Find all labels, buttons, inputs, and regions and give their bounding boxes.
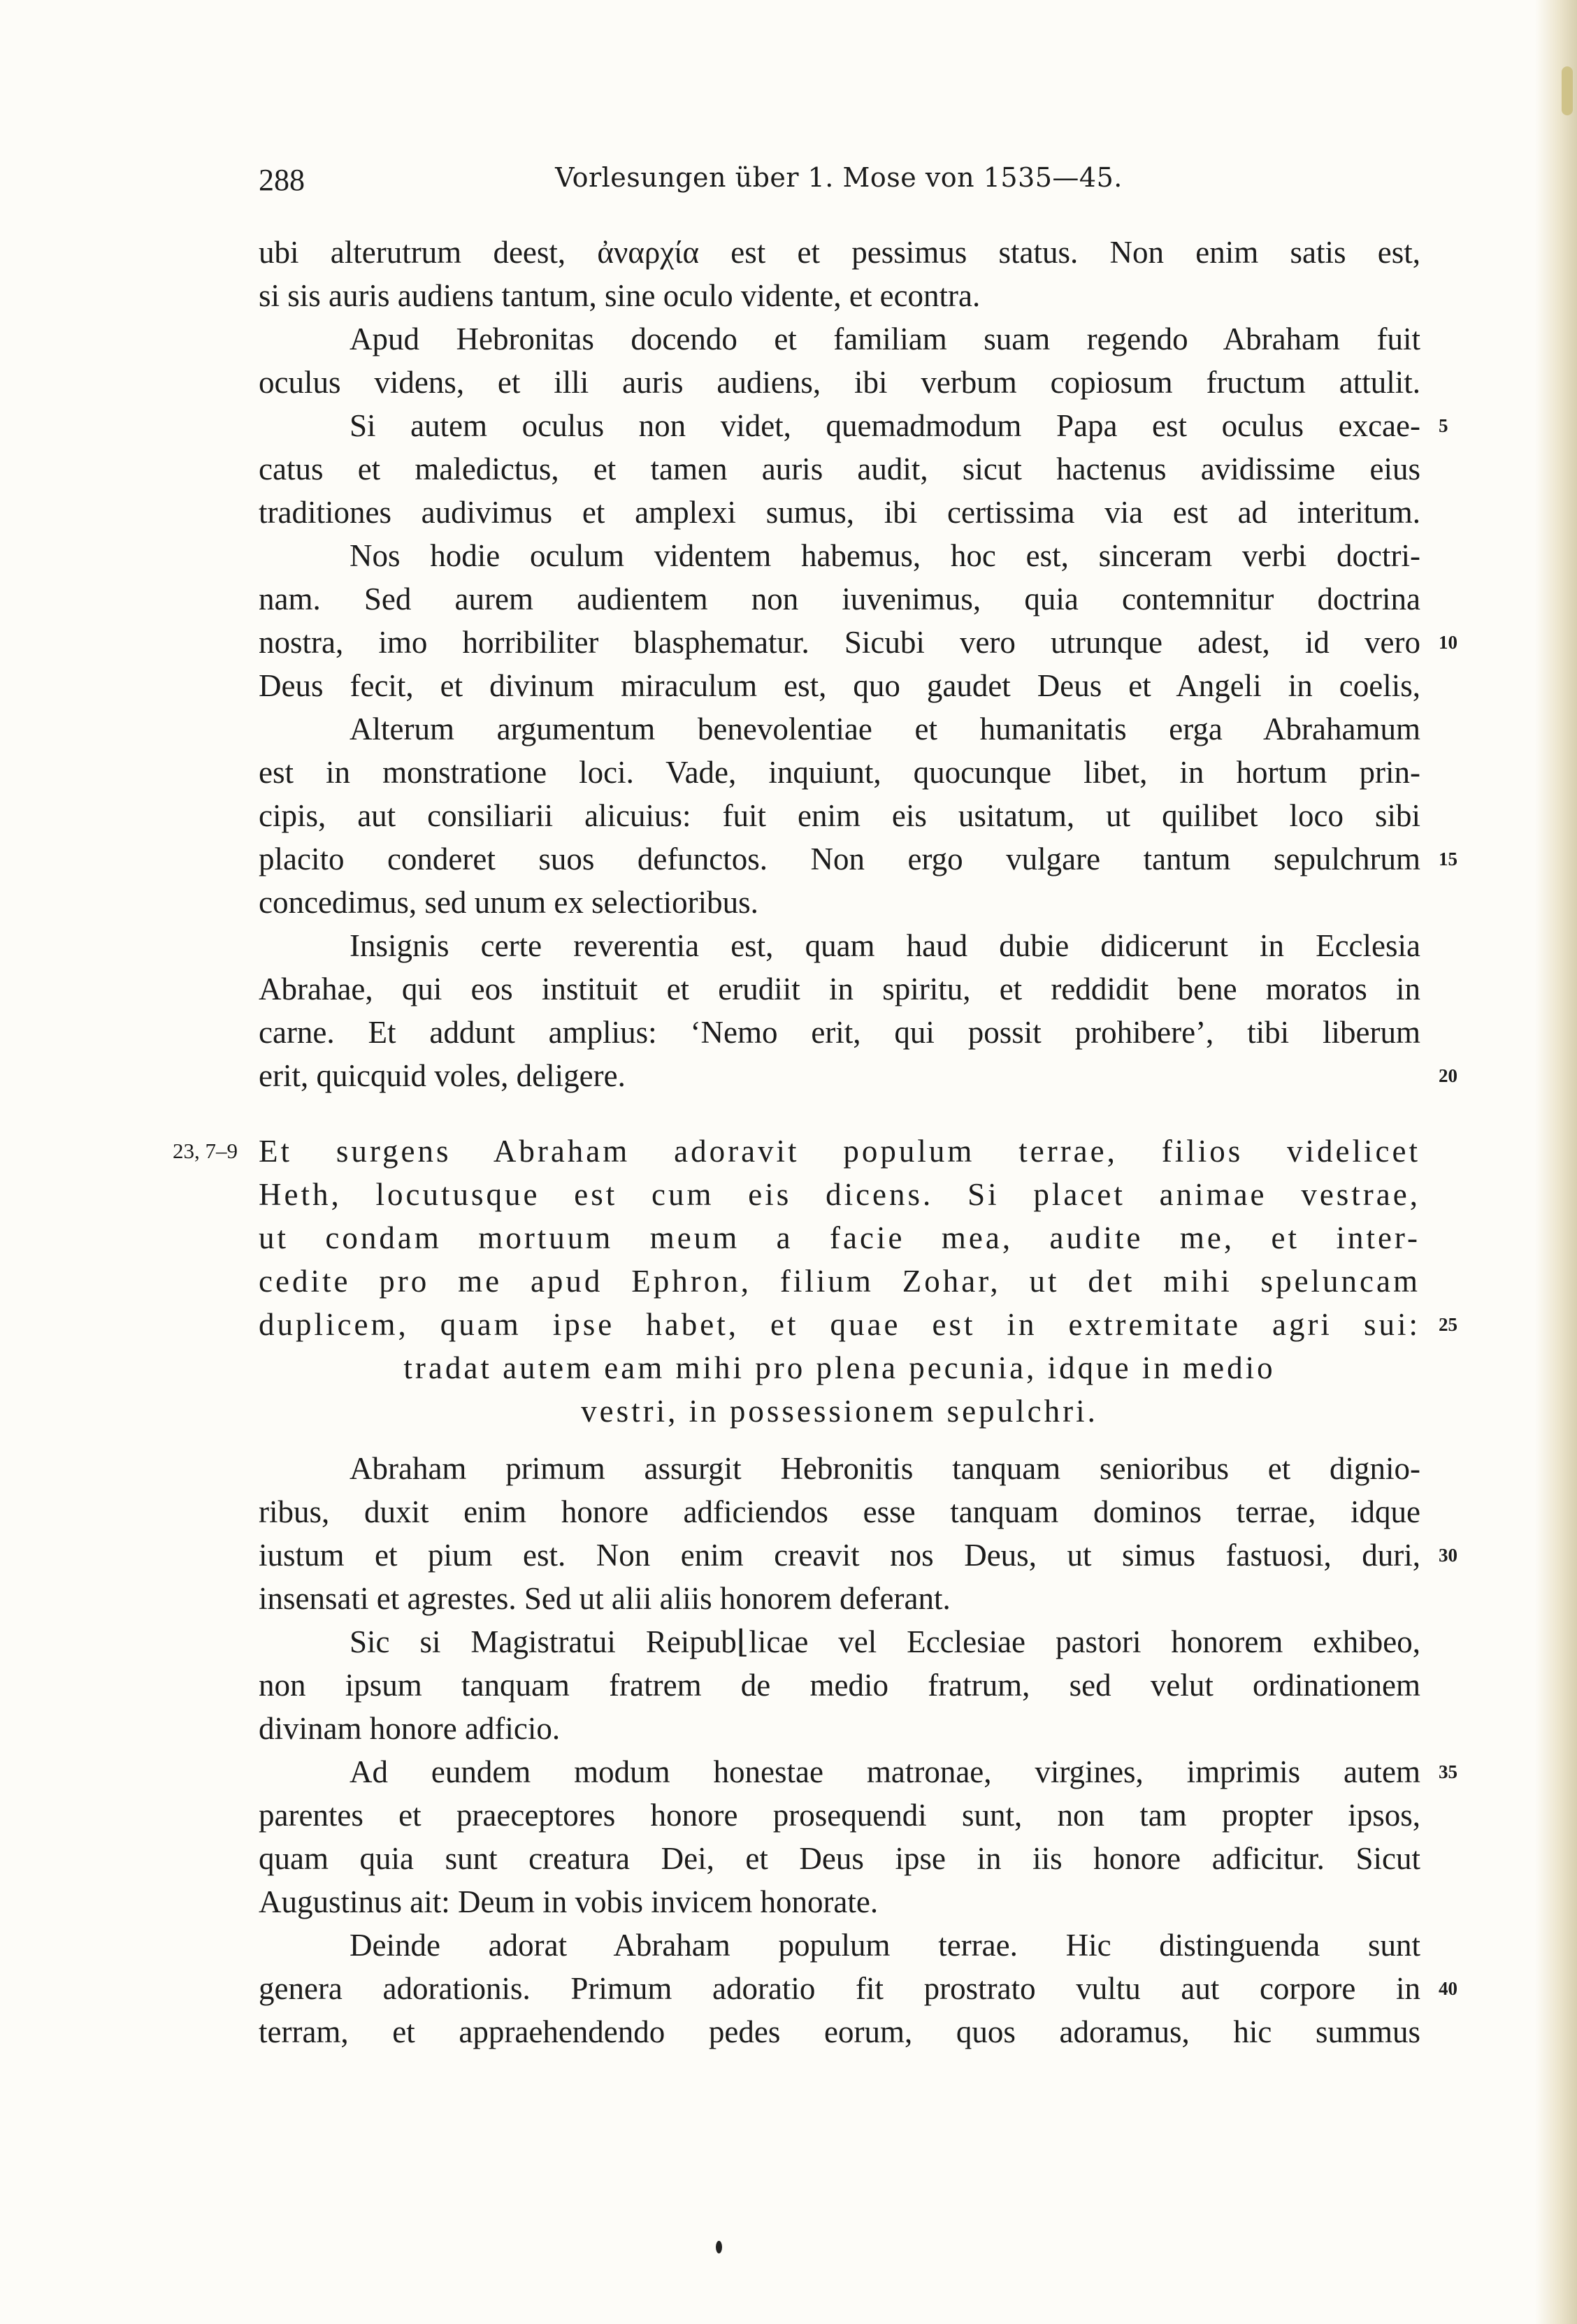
text-line: nam. Sed aurem audientem non iuvenimus, quia contemnitur doctrina [259, 582, 1420, 616]
text-line: Augustinus ait: Deum in vobis invicem honorate. [259, 1884, 879, 1919]
ink-mark [716, 2241, 722, 2253]
line-number: 20 [1439, 1065, 1457, 1086]
text-line: Sic si Magistratui Reipub⌊licae vel Ecclesiae pastori honorem exhibeo, [350, 1624, 1420, 1659]
text-line: Deus fecit, et divinum miraculum est, quo gaudet Deus et Angeli in coelis, [259, 668, 1420, 703]
text-line: quam quia sunt creatura Dei, et Deus ipse in iis honore adficitur. Sicut [259, 1841, 1420, 1876]
line-number: 35 [1439, 1761, 1457, 1782]
text-line: Deinde adorat Abraham populum terrae. Hic distinguenda sunt [350, 1928, 1420, 1963]
line-number: 15 [1439, 849, 1457, 869]
text-line: Abrahae, qui eos instituit et erudiit in spiritu, et reddidit bene moratos in [259, 972, 1420, 1006]
text-line: carne. Et addunt amplius: ‘Nemo erit, qui possit prohibere’, tibi liberum [259, 1015, 1420, 1050]
text-line: Apud Hebronitas docendo et familiam suam regendo Abraham fuit [350, 322, 1420, 356]
text-line: traditiones audivimus et amplexi sumus, ibi certissima via est ad interitum. [259, 495, 1420, 530]
page-number: 288 [259, 163, 305, 197]
text-line: Nos hodie oculum videntem habemus, hoc est, sinceram verbi doctri- [350, 538, 1420, 573]
margin-reference: 23, 7–9 [173, 1139, 238, 1163]
lemma-line: ut condam mortuum meum a facie mea, audite me, et inter- [259, 1220, 1420, 1255]
page-header [259, 162, 1419, 204]
text-line: cipis, aut consiliarii alicuius: fuit enim eis usitatum, ut quilibet loco sibi [259, 798, 1420, 833]
text-line: insensati et agrestes. Sed ut alii aliis honorem deferant. [259, 1581, 951, 1616]
text-line: parentes et praeceptores honore prosequendi sunt, non tam propter ipsos, [259, 1798, 1420, 1833]
lemma-line: tradat autem eam mihi pro plena pecunia, idque in medio [403, 1350, 1276, 1385]
text-line: si sis auris audiens tantum, sine oculo vidente, et econtra. [259, 278, 981, 313]
lemma-line: Heth, locutusque est cum eis dicens. Si placet animae vestrae, [259, 1177, 1420, 1212]
running-head: Vorlesungen über 1. Mose von 1535—45. [555, 162, 1123, 193]
text-line: erit, quicquid voles, deligere. [259, 1058, 626, 1093]
text-line: oculus videns, et illi auris audiens, ibi verbum copiosum fructum attulit. [259, 365, 1420, 400]
page-edge-shadow [1535, 0, 1577, 2324]
text-line: Abraham primum assurgit Hebronitis tanquam senioribus et dignio- [350, 1451, 1420, 1486]
line-number: 25 [1439, 1314, 1457, 1335]
text-line: non ipsum tanquam fratrem de medio fratrum, sed velut ordinationem [259, 1668, 1420, 1703]
line-number: 40 [1439, 1978, 1457, 1999]
text-line: genera adorationis. Primum adoratio fit prostrato vultu aut corpore in [259, 1971, 1420, 2006]
text-line: Alterum argumentum benevolentiae et humanitatis erga Abrahamum [350, 712, 1420, 746]
text-line: concedimus, sed unum ex selectioribus. [259, 885, 758, 920]
line-number: 10 [1439, 632, 1457, 653]
line-number: 30 [1439, 1545, 1457, 1566]
text-line: ribus, duxit enim honore adficiendos esse tanquam dominos terrae, idque [259, 1494, 1420, 1529]
line-number: 5 [1439, 415, 1448, 436]
text-line: iustum et pium est. Non enim creavit nos Deus, ut simus fastuosi, duri, [259, 1538, 1420, 1573]
page-edge-stain [1562, 66, 1573, 115]
text-line: Insignis certe reverentia est, quam haud dubie didicerunt in Ecclesia [350, 928, 1420, 963]
text-line: catus et maledictus, et tamen auris audit, sicut hactenus avidissime eius [259, 452, 1420, 486]
text-line: ubi alterutrum deest, ἀναρχία est et pessimus status. Non enim satis est, [259, 235, 1420, 270]
text-line: Si autem oculus non videt, quemadmodum Papa est oculus excae- [350, 408, 1420, 443]
lemma-line: cedite pro me apud Ephron, filium Zohar, ut det mihi speluncam [259, 1264, 1420, 1299]
text-line: terram, et appraehendendo pedes eorum, quos adoramus, hic summus [259, 2014, 1420, 2049]
text-line: est in monstratione loci. Vade, inquiunt, quocunque libet, in hortum prin- [259, 755, 1420, 790]
text-line: nostra, imo horribiliter blasphematur. Sicubi vero utrunque adest, id vero [259, 625, 1420, 660]
text-line: Ad eundem modum honestae matronae, virgines, imprimis autem [350, 1754, 1420, 1789]
lemma-line: duplicem, quam ipse habet, et quae est in extremitate agri sui: [259, 1307, 1420, 1342]
text-line: placito conderet suos defunctos. Non ergo vulgare tantum sepulchrum [259, 842, 1420, 876]
lemma-line: Et surgens Abraham adoravit populum terrae, filios videlicet [259, 1134, 1420, 1169]
text-line: divinam honore adficio. [259, 1711, 561, 1746]
lemma-line: vestri, in possessionem sepulchri. [581, 1394, 1098, 1429]
